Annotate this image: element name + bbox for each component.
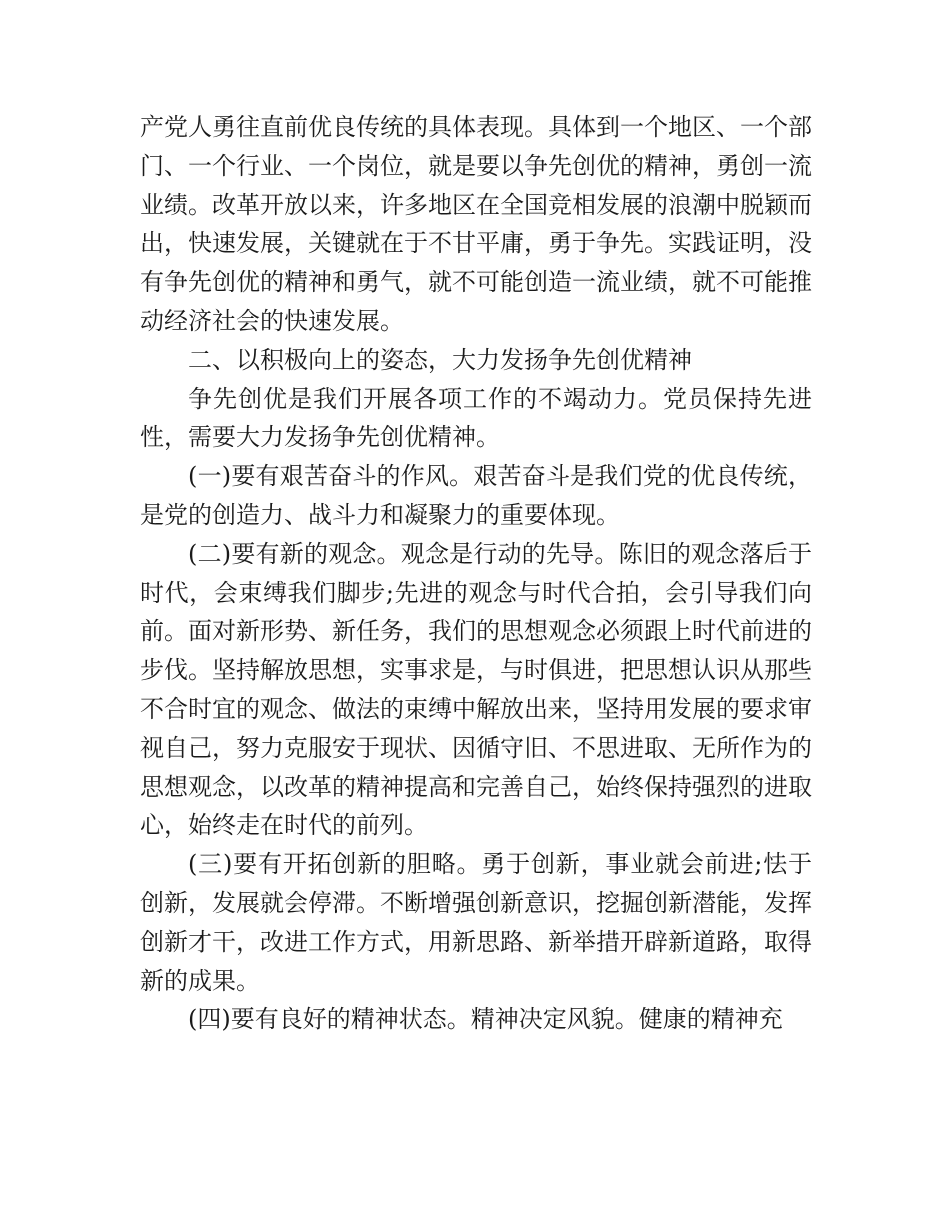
paragraph-item-3: (三)要有开拓创新的胆略。勇于创新，事业就会前进;怯于创新，发展就会停滞。不断增强创新意识，挖掘创新潜能，发挥创新才干，改进工作方式，用新思路、新举措开辟新道路，取得新的成果。 xyxy=(140,850,812,995)
section-heading-2: 二、以积极向上的姿态，大力发扬争先创优精神 xyxy=(188,345,692,374)
paragraph-item-4: (四)要有良好的精神状态。精神决定风貌。健康的精神充 xyxy=(188,1005,783,1034)
paragraph-item-2: (二)要有新的观念。观念是行动的先导。陈旧的观念落后于时代，会束缚我们脚步;先进的观念与时代合拍，会引导我们向前。面对新形势、新任务，我们的思想观念必须跟上时代前进的步伐。坚持解放思想，实事求是，与时俱进，把思想认识从那些不合时宜的观念、做法的束缚中解放出来，坚持用发展的要求审视自己，努力克服安于现状、因循守旧、不思进取、无所作为的思想观念，以改革的精神提高和完善自己，始终保持强烈的进取心，始终走在时代的前列。 xyxy=(140,539,812,840)
paragraph-1: 产党人勇往直前优良传统的具体表现。具体到一个地区、一个部门、一个行业、一个岗位，就是要以争先创优的精神，勇创一流业绩。改革开放以来，许多地区在全国竞相发展的浪潮中脱颖而出，快速发展，关键就在于不甘平庸，勇于争先。实践证明，没有争先创优的精神和勇气，就不可能创造一流业绩，就不可能推动经济社会的快速发展。 xyxy=(140,113,812,335)
paragraph-3: 争先创优是我们开展各项工作的不竭动力。党员保持先进性，需要大力发扬争先创优精神。 xyxy=(140,384,812,452)
paragraph-item-1: (一)要有艰苦奋斗的作风。艰苦奋斗是我们党的优良传统，是党的创造力、战斗力和凝聚力的重要体现。 xyxy=(140,462,812,529)
document-body xyxy=(140,108,812,1039)
